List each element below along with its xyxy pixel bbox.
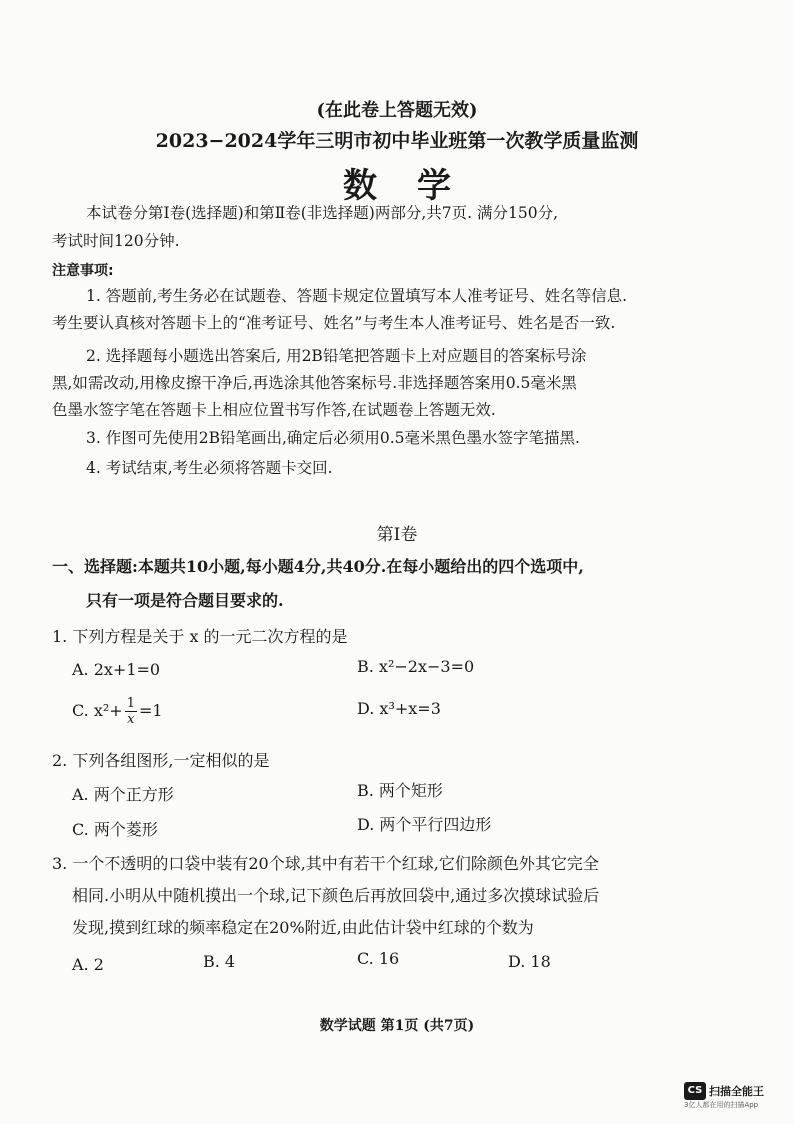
question-1-stem: 1. 下列方程是关于 x 的一元二次方程的是 — [52, 627, 348, 646]
fraction-numerator: 1 — [126, 696, 135, 711]
section-line-2: 只有一项是符合题目要求的. — [86, 591, 284, 610]
scanner-watermark — [684, 1080, 764, 1109]
fraction-denominator: x — [127, 712, 135, 727]
question-1-option-b: B. x²−2x−3=0 — [357, 657, 475, 676]
option-c-prefix: C. x²+ — [72, 701, 123, 720]
question-2-option-d: D. 两个平行四边形 — [357, 815, 492, 834]
question-3-option-d: D. 18 — [508, 952, 551, 971]
note-line: 黑,如需改动,用橡皮擦干净后,再选涂其他答案标号.非选择题答案用0.5毫米黑 — [52, 374, 577, 392]
page-footer: 数学试题 第1页 (共7页) — [319, 1018, 475, 1034]
question-3-stem-line: 发现,摸到红球的频率稳定在20%附近,由此估计袋中红球的个数为 — [72, 918, 534, 937]
intro-line-1: 本试卷分第Ⅰ卷(选择题)和第Ⅱ卷(非选择题)两部分,共7页. 满分150分, — [86, 204, 559, 222]
scanner-app-name: 扫描全能王 — [709, 1084, 764, 1098]
fraction — [125, 696, 137, 727]
question-1-option-a: A. 2x+1=0 — [72, 660, 161, 679]
note-line: 4. 考试结束,考生必须将答题卡交回. — [86, 459, 333, 477]
question-3-stem-line: 相同.小明从中随机摸出一个球,记下颜色后再放回袋中,通过多次摸球试验后 — [72, 886, 600, 905]
question-3-stem-line: 3. 一个不透明的口袋中装有20个球,其中有若干个红球,它们除颜色外其它完全 — [52, 854, 599, 873]
intro-line-2: 考试时间120分钟. — [52, 232, 180, 250]
note-line: 2. 选择题每小题选出答案后, 用2B铅笔把答题卡上对应题目的答案标号涂 — [86, 347, 587, 365]
question-2-stem: 2. 下列各组图形,一定相似的是 — [52, 751, 270, 770]
note-line: 考生要认真核对答题卡上的“准考证号、姓名”与考生本人准考证号、姓名是否一致. — [52, 314, 616, 332]
scanner-tagline: 3亿人都在用的扫描App — [684, 1101, 759, 1109]
question-1-option-d: D. x³+x=3 — [357, 699, 441, 718]
question-2-option-c: C. 两个菱形 — [72, 820, 158, 839]
part-title: 第Ⅰ卷 — [376, 525, 418, 545]
question-3-option-b: B. 4 — [203, 952, 236, 971]
note-line: 色墨水签字笔在答题卡上相应位置书写作答,在试题卷上答题无效. — [52, 401, 496, 419]
invalid-answer-notice: (在此卷上答题无效) — [316, 100, 478, 121]
note-line: 3. 作图可先使用2B铅笔画出,确定后必须用0.5毫米黑色墨水签字笔描黑. — [86, 429, 580, 447]
cs-logo-icon: CS — [684, 1082, 706, 1100]
question-3-option-a: A. 2 — [72, 955, 104, 974]
option-c-suffix: =1 — [138, 701, 163, 720]
note-line: 1. 答题前,考生务必在试题卷、答题卡规定位置填写本人准考证号、姓名等信息. — [86, 287, 628, 305]
section-line-1: 一、选择题:本题共10小题,每小题4分,共40分.在每小题给出的四个选项中, — [52, 557, 584, 576]
exam-title: 2023−2024学年三明市初中毕业班第一次教学质量监测 — [155, 130, 639, 152]
notes-heading: 注意事项: — [52, 263, 114, 279]
question-1-option-c — [72, 694, 163, 728]
question-2-option-a: A. 两个正方形 — [72, 785, 174, 804]
subject-title: 数学 — [343, 166, 491, 206]
question-3-option-c: C. 16 — [357, 949, 400, 968]
question-2-option-b: B. 两个矩形 — [357, 781, 443, 800]
